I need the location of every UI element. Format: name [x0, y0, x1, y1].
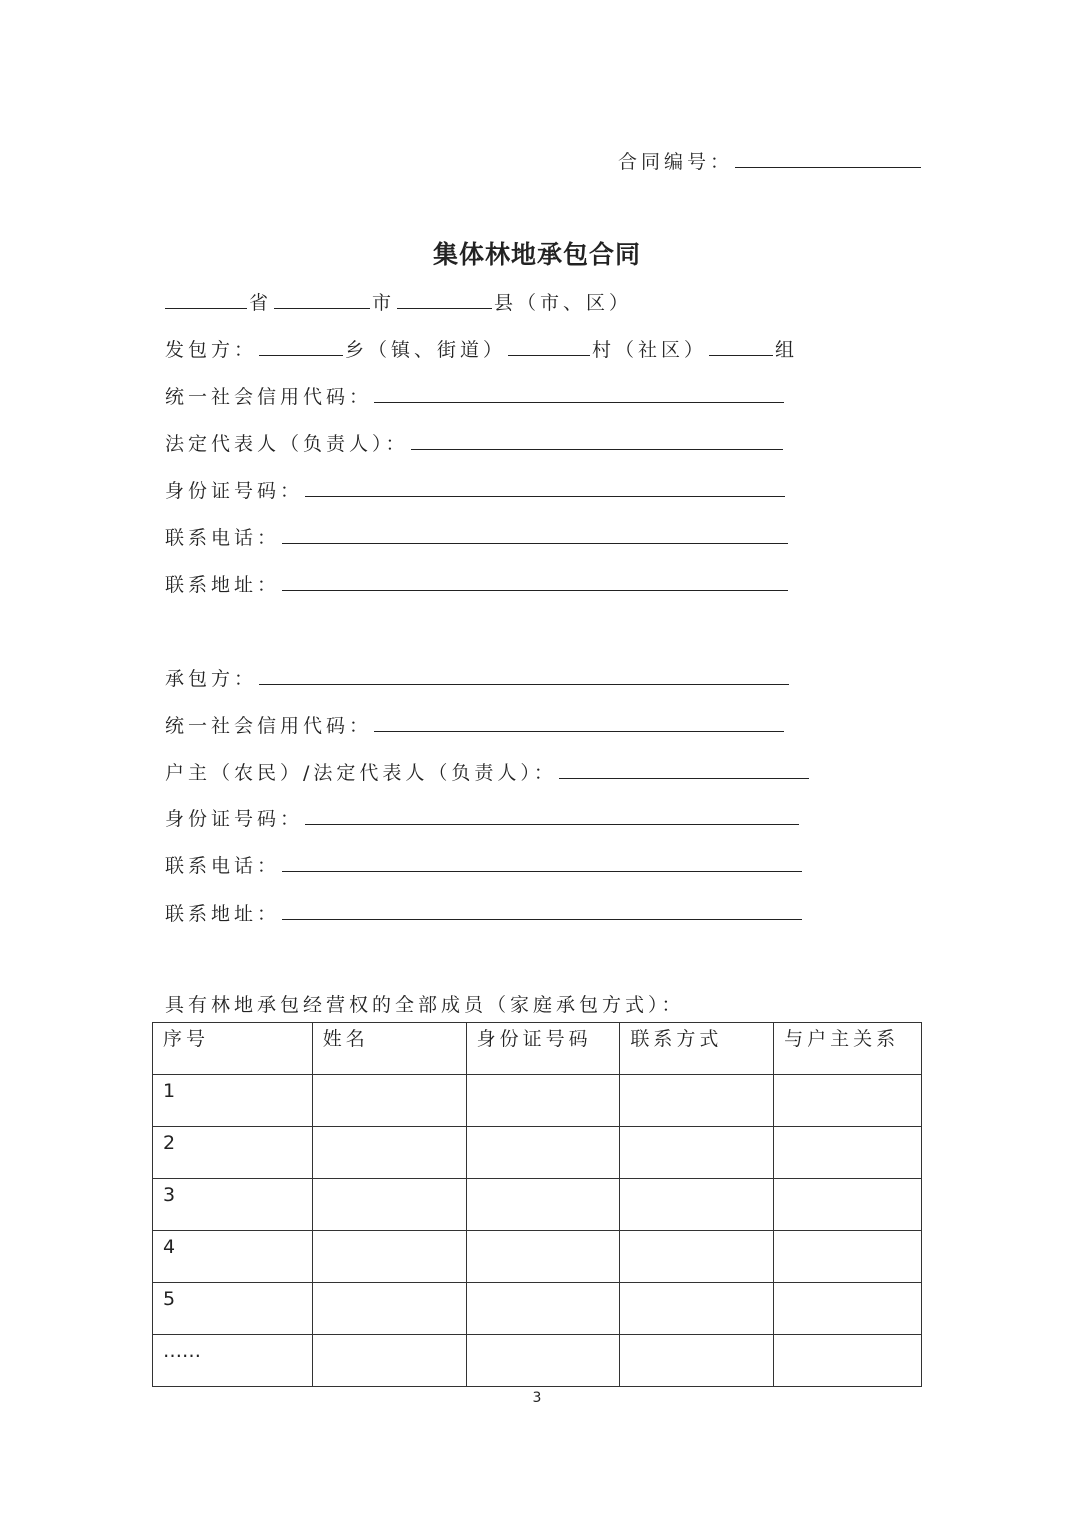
id-cell[interactable] [466, 1179, 620, 1231]
taker-phone-field[interactable] [282, 851, 802, 872]
issuer-id-field[interactable] [305, 476, 785, 497]
table-row [153, 1335, 922, 1387]
taker-field[interactable] [259, 664, 789, 685]
name-cell[interactable] [312, 1335, 466, 1387]
group-field[interactable] [709, 335, 773, 356]
issuer-id-label: 身份证号码： [165, 480, 304, 502]
village-field[interactable] [508, 335, 590, 356]
relation-cell[interactable] [774, 1335, 922, 1387]
province-label: 省 [249, 292, 273, 314]
relation-cell[interactable] [774, 1283, 922, 1335]
township-label: 乡（镇、街道） [345, 339, 507, 361]
contract-number-line [618, 147, 923, 175]
taker-household-head-field[interactable] [559, 758, 809, 779]
issuer-line [165, 335, 798, 361]
issuer-legal-rep-line [165, 429, 785, 455]
village-label: 村（社区） [592, 339, 708, 361]
id-cell[interactable] [466, 1127, 620, 1179]
id-cell[interactable] [466, 1075, 620, 1127]
table-row [153, 1127, 922, 1179]
taker-address-line [165, 899, 804, 925]
contact-cell[interactable] [620, 1335, 774, 1387]
contact-cell[interactable] [620, 1231, 774, 1283]
taker-address-field[interactable] [282, 899, 802, 920]
table-header-row [153, 1023, 922, 1075]
issuer-phone-line [165, 523, 790, 549]
contact-cell[interactable] [620, 1127, 774, 1179]
issuer-address-field[interactable] [282, 570, 788, 591]
issuer-id-line [165, 476, 787, 502]
group-label: 组 [775, 339, 799, 361]
contract-number-label: 合同编号： [618, 151, 734, 173]
issuer-legal-rep-field[interactable] [411, 429, 783, 450]
header-name: 姓名 [312, 1023, 466, 1075]
taker-label: 承包方： [165, 668, 258, 690]
row-index: 5 [153, 1283, 313, 1335]
county-label: 县（市、区） [494, 292, 633, 314]
header-relation: 与户主关系 [774, 1023, 922, 1075]
row-index: 2 [153, 1127, 313, 1179]
taker-household-head-line [165, 758, 811, 784]
name-cell[interactable] [312, 1283, 466, 1335]
relation-cell[interactable] [774, 1127, 922, 1179]
header-contact: 联系方式 [620, 1023, 774, 1075]
header-id-number: 身份证号码 [466, 1023, 620, 1075]
table-row [153, 1231, 922, 1283]
contract-number-field[interactable] [735, 147, 921, 168]
issuer-label: 发包方： [165, 339, 258, 361]
issuer-address-label: 联系地址： [165, 574, 281, 596]
taker-household-head-label: 户主（农民）/法定代表人（负责人）： [165, 762, 557, 784]
issuer-phone-field[interactable] [282, 523, 788, 544]
taker-id-line [165, 804, 801, 830]
issuer-phone-label: 联系电话： [165, 527, 281, 549]
city-label: 市 [372, 292, 396, 314]
city-field[interactable] [274, 288, 370, 309]
row-index: 3 [153, 1179, 313, 1231]
name-cell[interactable] [312, 1231, 466, 1283]
issuer-address-line [165, 570, 790, 596]
row-index: 1 [153, 1075, 313, 1127]
id-cell[interactable] [466, 1231, 620, 1283]
taker-address-label: 联系地址： [165, 903, 281, 925]
document-title: 集体林地承包合同 [432, 240, 641, 269]
name-cell[interactable] [312, 1179, 466, 1231]
row-index: 4 [153, 1231, 313, 1283]
township-field[interactable] [259, 335, 343, 356]
header-index: 序号 [153, 1023, 313, 1075]
name-cell[interactable] [312, 1075, 466, 1127]
taker-credit-code-label: 统一社会信用代码： [165, 715, 373, 737]
issuer-credit-code-label: 统一社会信用代码： [165, 386, 373, 408]
relation-cell[interactable] [774, 1231, 922, 1283]
taker-credit-code-line [165, 711, 786, 737]
contact-cell[interactable] [620, 1179, 774, 1231]
location-line [165, 288, 632, 314]
members-table [152, 1022, 922, 1387]
members-caption: 具有林地承包经营权的全部成员（家庭承包方式）： [165, 994, 685, 1016]
county-field[interactable] [397, 288, 492, 309]
row-index: …… [153, 1335, 313, 1387]
taker-phone-label: 联系电话： [165, 855, 281, 877]
relation-cell[interactable] [774, 1075, 922, 1127]
id-cell[interactable] [466, 1283, 620, 1335]
taker-line [165, 664, 791, 690]
table-row [153, 1075, 922, 1127]
table-row [153, 1179, 922, 1231]
taker-credit-code-field[interactable] [374, 711, 784, 732]
taker-phone-line [165, 851, 804, 877]
taker-id-label: 身份证号码： [165, 808, 304, 830]
page-number: 3 [532, 1390, 542, 1406]
issuer-credit-code-line [165, 382, 786, 408]
id-cell[interactable] [466, 1335, 620, 1387]
contact-cell[interactable] [620, 1283, 774, 1335]
relation-cell[interactable] [774, 1179, 922, 1231]
issuer-legal-rep-label: 法定代表人（负责人）： [165, 433, 409, 455]
name-cell[interactable] [312, 1127, 466, 1179]
issuer-credit-code-field[interactable] [374, 382, 784, 403]
taker-id-field[interactable] [305, 804, 799, 825]
table-row [153, 1283, 922, 1335]
contact-cell[interactable] [620, 1075, 774, 1127]
province-field[interactable] [165, 288, 247, 309]
